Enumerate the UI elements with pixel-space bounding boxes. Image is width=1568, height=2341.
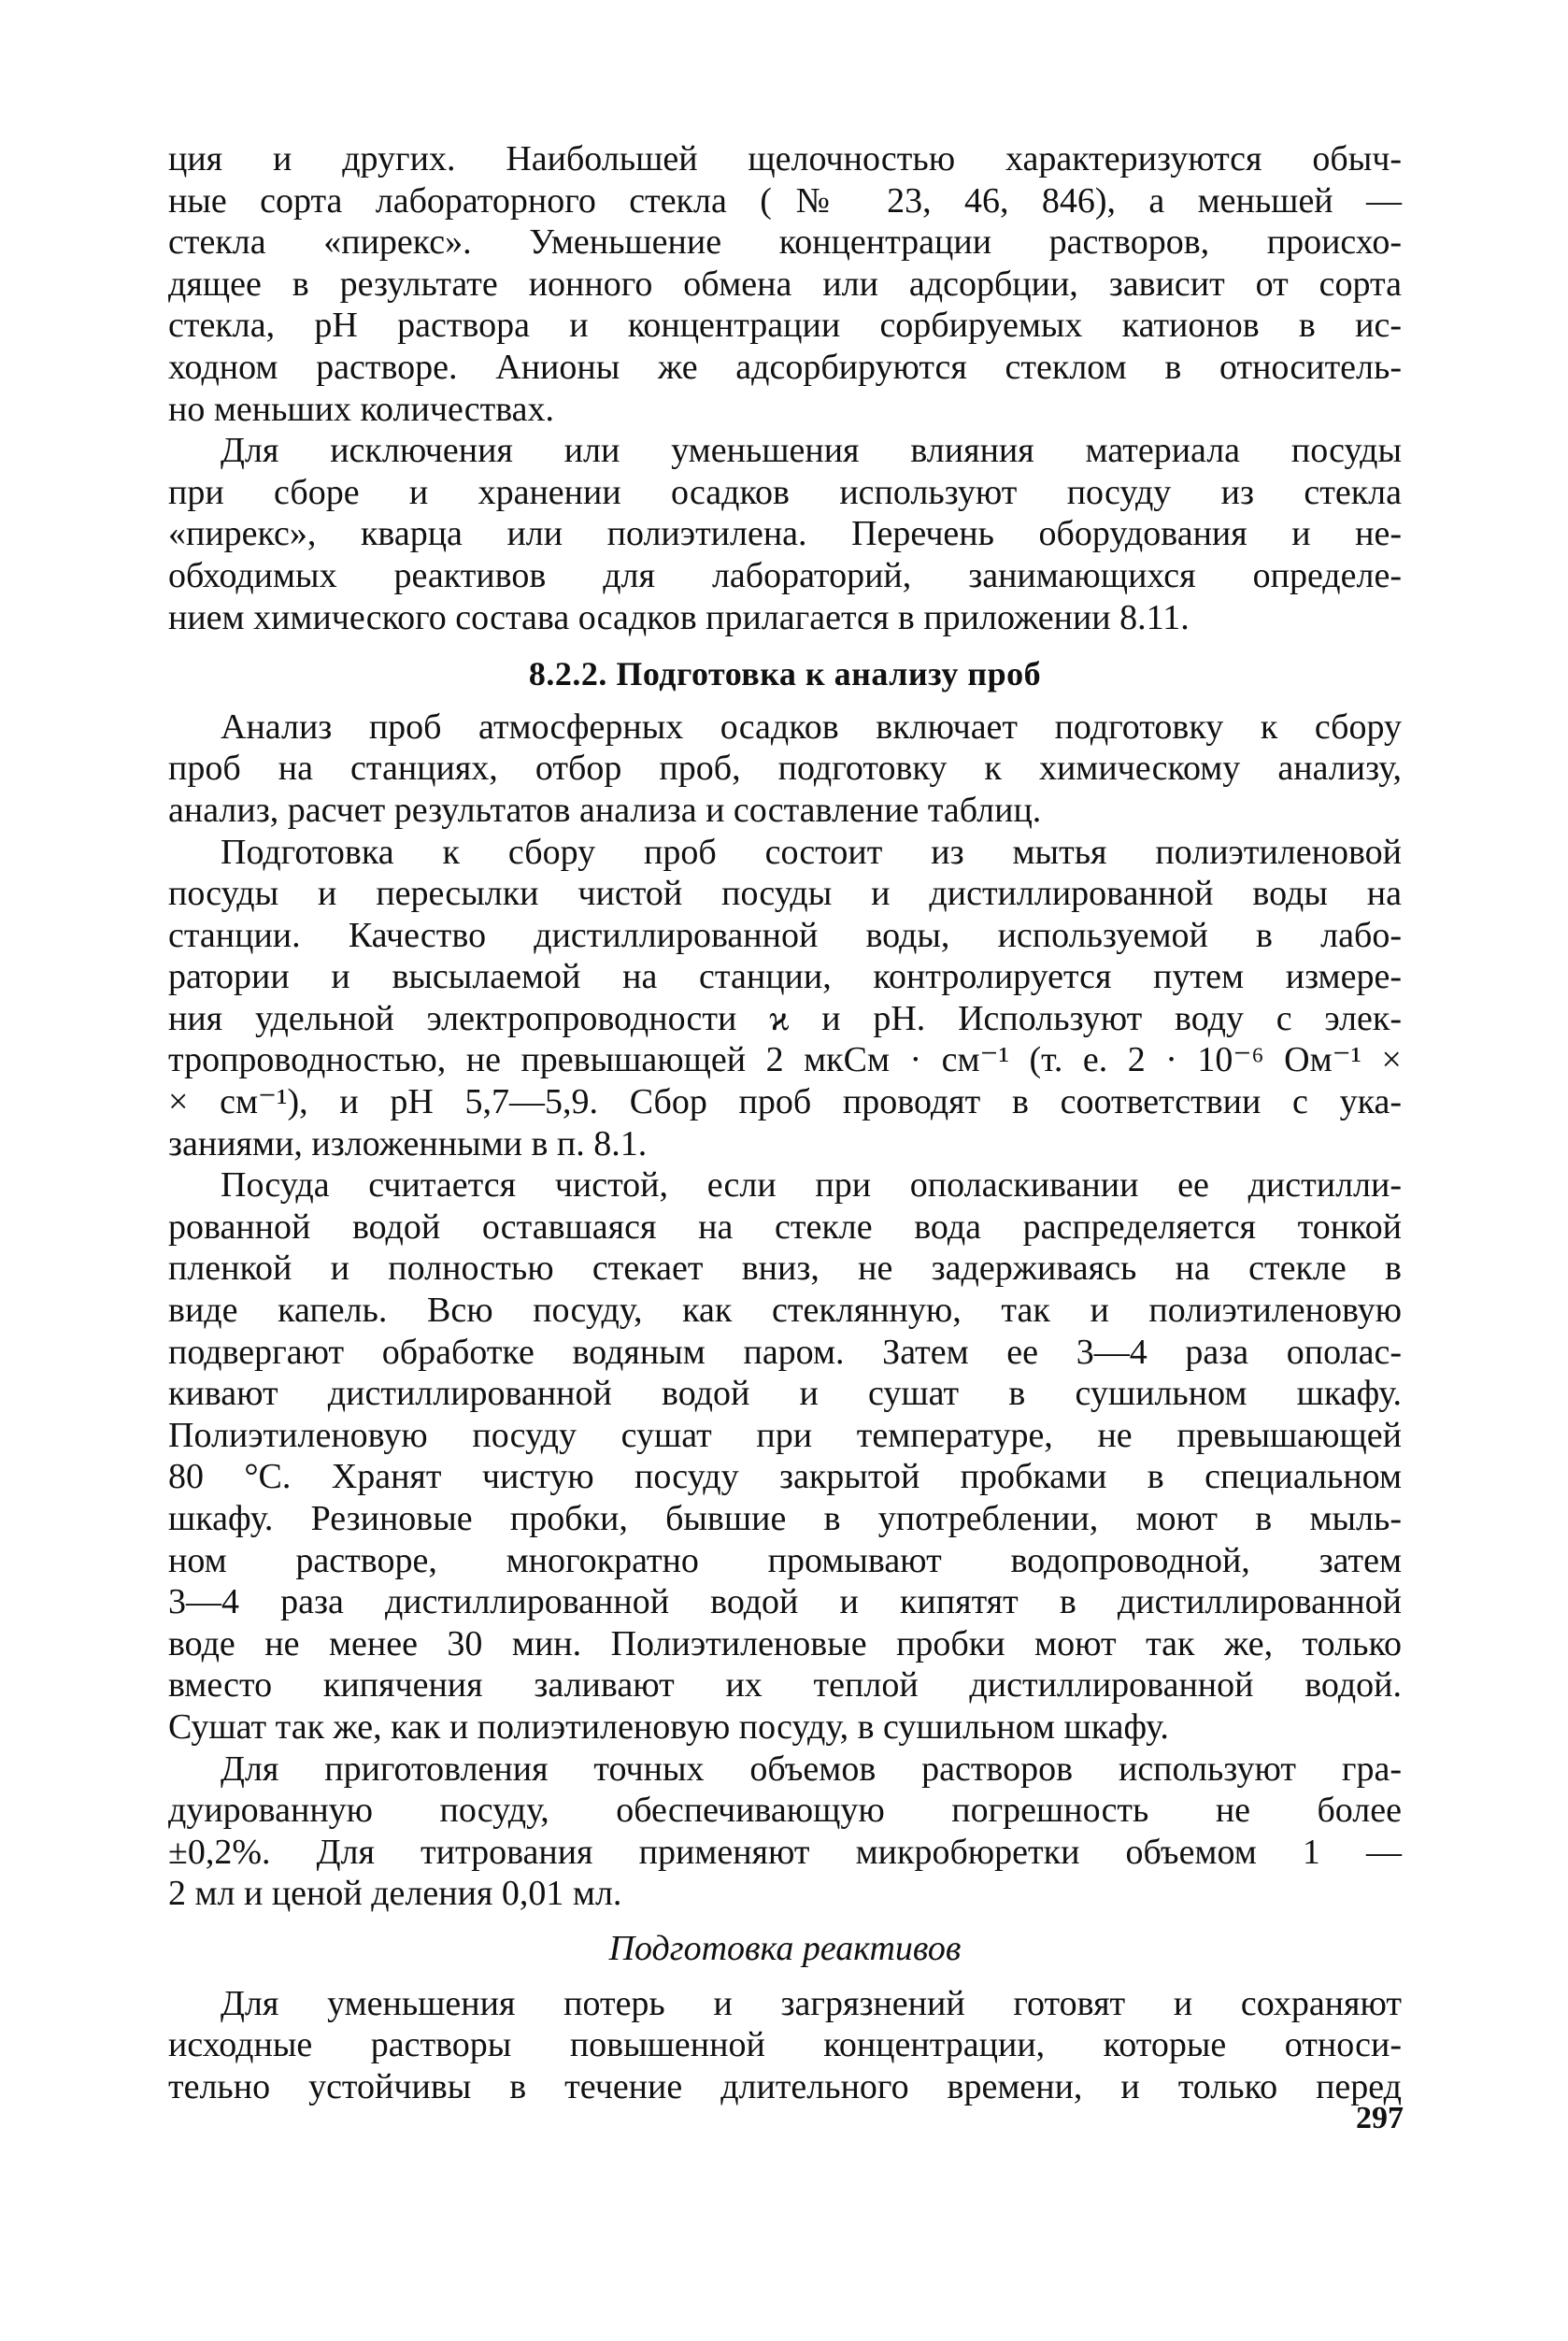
text-line: 80 °С. Хранят чистую посуду закрытой пробками в специальном (168, 1457, 1402, 1497)
text-line: дуированную посуду, обеспечивающую погрешность не более (168, 1791, 1402, 1831)
text-line: тропроводностью, не превышающей 2 мкСм · см⁻¹ (т. е. 2 · 10⁻⁶ Ом⁻¹ × (168, 1040, 1402, 1080)
text-line: Подготовка к сбору проб состоит из мытья полиэтиленовой (221, 832, 1402, 872)
text-line: виде капель. Всю посуду, как стеклянную, так и полиэтиленовую (168, 1291, 1402, 1331)
text-line: 2 мл и ценой деления 0,01 мл. (168, 1874, 622, 1914)
text-line: подвергают обработке водяным паром. Затем ее 3—4 раза ополас- (168, 1332, 1402, 1372)
text-line: ные сорта лабораторного стекла (№ 23, 46, 846), а меньшей — (168, 180, 1402, 221)
paragraph-1 (168, 138, 1402, 430)
section-heading: 8.2.2. Подготовка к анализу проб (528, 655, 1042, 693)
text-line: шкафу. Резиновые пробки, бывшие в употреблении, моют в мыль- (168, 1499, 1402, 1538)
text-line: ходном растворе. Анионы же адсорбируются стеклом в относитель- (168, 347, 1402, 387)
text-line: пленкой и полностью стекает вниз, не задерживаясь на стекле в (168, 1249, 1402, 1289)
text-line: нием химического состава осадков прилагается в приложении 8.11. (168, 597, 1190, 637)
text-line: вместо кипячения заливают их теплой дистиллированной водой. (168, 1665, 1402, 1706)
text-line: при сборе и хранении осадков используют посуду из стекла (168, 472, 1402, 512)
text-line: анализ, расчет результатов анализа и составление таблиц. (168, 790, 1042, 830)
text-line: стекла, pH раствора и концентрации сорбируемых катионов в ис- (168, 306, 1402, 346)
text-line: Сушат так же, как и полиэтиленовую посуду, в сушильном шкафу. (168, 1706, 1169, 1747)
text-line: воде не менее 30 мин. Полиэтиленовые пробки моют так же, только (168, 1623, 1402, 1663)
text-line: тельно устойчивы в течение длительного времени, и только перед (168, 2066, 1402, 2106)
text-line: ном растворе, многократно промывают водопроводной, затем (168, 1540, 1402, 1580)
text-line: 3—4 раза дистиллированной водой и кипятят в дистиллированной (168, 1582, 1402, 1622)
text-line: «пирекс», кварца или полиэтилена. Перечень оборудования и не- (168, 514, 1402, 554)
paragraph-4 (168, 832, 1402, 1165)
subheading: Подготовка реактивов (608, 1928, 962, 1968)
text-line: Анализ проб атмосферных осадков включает подготовку к сбору (221, 707, 1402, 747)
page-number: 297 (1356, 2101, 1404, 2135)
text-line: кивают дистиллированной водой и сушат в сушильном шкафу. (168, 1374, 1402, 1414)
text-line: станции. Качество дистиллированной воды, используемой в лабо- (168, 915, 1402, 955)
text-line: стекла «пирекс». Уменьшение концентрации растворов, происхо- (168, 222, 1402, 263)
paragraph-3 (168, 707, 1402, 832)
text-line: Для исключения или уменьшения влияния материала посуды (221, 431, 1402, 471)
text-line: Для уменьшения потерь и загрязнений готовят и сохраняют (221, 1983, 1402, 2023)
text-line: заниями, изложенными в п. 8.1. (168, 1123, 648, 1163)
text-line: ция и других. Наибольшей щелочностью характеризуются обыч- (168, 139, 1402, 178)
text-line: обходимых реактивов для лабораторий, занимающихся определе- (168, 555, 1402, 595)
paragraph-5 (168, 1164, 1402, 1748)
text-line: ния удельной электропроводности ϰ и pH. Используют воду с элек- (168, 998, 1402, 1038)
text-line: ратории и высылаемой на станции, контролируется путем измере- (168, 957, 1402, 997)
text-line: дящее в результате ионного обмена или адсорбции, зависит от сорта (168, 264, 1402, 304)
text-line: × см⁻¹), и pH 5,7—5,9. Сбор проб проводят в соответствии с ука- (168, 1082, 1402, 1122)
text-line: но меньших количествах. (168, 389, 555, 429)
page-text (168, 138, 1402, 2107)
paragraph-7 (168, 1983, 1402, 2108)
text-line: посуды и пересылки чистой посуды и дистиллированной воды на (168, 874, 1402, 914)
text-line: проб на станциях, отбор проб, подготовку к химическому анализу, (168, 749, 1402, 789)
paragraph-6 (168, 1749, 1402, 1915)
text-line: Посуда считается чистой, если при ополаскивании ее дистилли- (221, 1165, 1402, 1206)
paragraph-2 (168, 430, 1402, 638)
text-line: Для приготовления точных объемов растворов используют гра- (221, 1749, 1402, 1789)
text-line: Полиэтиленовую посуду сушат при температуре, не превышающей (168, 1415, 1402, 1455)
text-line: исходные растворы повышенной концентрации, которые относи- (168, 2025, 1402, 2065)
text-line: рованной водой оставшаяся на стекле вода распределяется тонкой (168, 1206, 1402, 1247)
text-line: ±0,2%. Для титрования применяют микробюретки объемом 1 — (168, 1832, 1402, 1872)
